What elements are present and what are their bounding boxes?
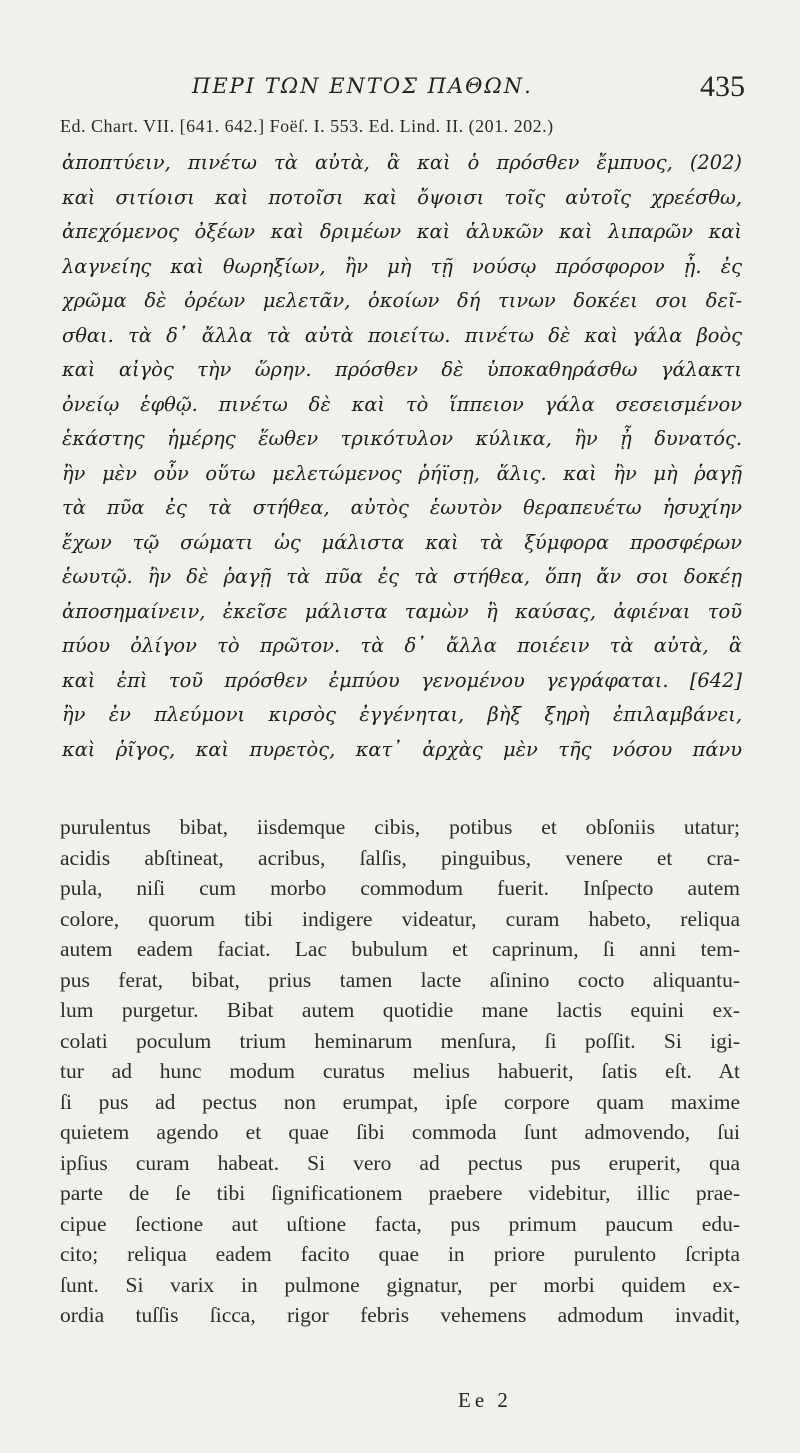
latin-line: autem eadem faciat. Lac bubulum et caprinum, ſi anni tem- — [60, 937, 740, 961]
latin-line: purulentus bibat, iisdemque cibis, potibus et obſoniis utatur; — [60, 815, 740, 839]
greek-line: ἢν μὲν οὖν οὕτω μελετώμενος ῥήϊσῃ, ἅλις. καὶ ἢν μὴ ῥαγῇ — [62, 461, 742, 485]
running-title: ΠΕΡΙ ΤΩΝ ΕΝΤΟΣ ΠΑΘΩΝ. — [192, 74, 533, 98]
greek-line: σθαι. τὰ δ᾽ ἄλλα τὰ αὐτὰ ποιείτω. πινέτω δὲ καὶ γάλα βοὸς — [62, 323, 742, 347]
greek-line: χρῶμα δὲ ὁρέων μελετᾶν, ὁκοίων δή τινων δοκέει σοι δεῖ- — [62, 289, 742, 312]
greek-line: λαγνείης καὶ θωρηξίων, ἢν μὴ τῇ νούσῳ πρόσφορον ᾖ. ἐς — [62, 254, 742, 278]
signature-mark: Ee 2 — [458, 1388, 512, 1412]
latin-line: quietem agendo et quae ſibi commoda ſunt admovendo, ſui — [60, 1120, 740, 1144]
greek-line: πύου ὀλίγον τὸ πρῶτον. τὰ δ᾽ ἄλλα ποιέειν τὰ αὐτὰ, ἃ — [62, 634, 742, 657]
latin-line: colati poculum trium heminarum menſura, ſi poſſit. Si igi- — [60, 1028, 740, 1053]
page-header — [60, 68, 745, 118]
page-number: 435 — [700, 70, 745, 103]
greek-line: ἔχων τῷ σώματι ὡς μάλιστα καὶ τὰ ξύμφορα προσφέρων — [62, 530, 742, 554]
greek-line: ἑκάστης ἡμέρης ἕωθεν τρικότυλον κύλικα, ἢν ᾖ δυνατός. — [62, 427, 742, 450]
latin-line: ſi pus ad pectus non erumpat, ipſe corpore quam maxime — [60, 1089, 740, 1114]
latin-line: pula, niſi cum morbo commodum fuerit. Inſpecto autem — [60, 876, 740, 900]
latin-line: ordia tuſſis ſicca, rigor febris vehemens admodum invadit, — [60, 1303, 740, 1327]
latin-line: ipſius curam habeat. Si vero ad pectus pus eruperit, qua — [60, 1150, 740, 1175]
latin-line: cipue ſectione aut uſtione facta, pus primum paucum edu- — [60, 1211, 740, 1236]
greek-text-block — [62, 146, 742, 767]
greek-line: τὰ πῦα ἐς τὰ στήθεα, αὐτὸς ἑωυτὸν θεραπευέτω ἡσυχίην — [62, 496, 742, 519]
latin-line: acidis abſtineat, acribus, ſalſis, pinguibus, venere et cra- — [60, 845, 740, 870]
latin-line: lum purgetur. Bibat autem quotidie mane lactis equini ex- — [60, 998, 740, 1022]
latin-text-block — [60, 812, 740, 1331]
latin-line: parte de ſe tibi ſignificationem praebere videbitur, illic prae- — [60, 1181, 740, 1205]
latin-line: cito; reliqua eadem facito quae in priore purulento ſcripta — [60, 1242, 740, 1266]
latin-line: pus ferat, bibat, prius tamen lacte aſinino cocto aliquantu- — [60, 967, 740, 992]
latin-line: ſunt. Si varix in pulmone gignatur, per morbi quidem ex- — [60, 1272, 740, 1297]
greek-line: ὀνείῳ ἑφθῷ. πινέτω δὲ καὶ τὸ ἵππειον γάλα σεσεισμένον — [62, 392, 742, 416]
greek-line: ἀποσημαίνειν, ἐκεῖσε μάλιστα ταμὼν ἢ καύσας, ἀφιέναι τοῦ — [62, 599, 742, 623]
greek-line: ἢν ἐν πλεύμονι κιρσὸς ἐγγένηται, βὴξ ξηρὴ ἐπιλαμβάνει, — [62, 703, 742, 726]
greek-line: καὶ σιτίοισι καὶ ποτοῖσι καὶ ὄψοισι τοῖς αὐτοῖς χρεέσθω, — [62, 185, 742, 209]
greek-line: καὶ ἐπὶ τοῦ πρόσθεν ἐμπύου γενομένου γεγράφαται. [642] — [62, 668, 742, 692]
greek-line: ἀποπτύειν, πινέτω τὰ αὐτὰ, ἃ καὶ ὁ πρόσθεν ἔμπυος, (202) — [62, 151, 742, 174]
greek-line: ἀπεχόμενος ὀξέων καὶ δριμέων καὶ ἁλυκῶν καὶ λιπαρῶν καὶ — [62, 220, 742, 243]
edition-references: Ed. Chart. VII. [641. 642.] Foëſ. I. 553. Ed. Lind. II. (201. 202.) — [60, 116, 554, 136]
greek-line: καὶ ῥῖγος, καὶ πυρετὸς, κατ᾽ ἀρχὰς μὲν τῆς νόσου πάνυ — [62, 737, 742, 761]
greek-line: καὶ αἰγὸς τὴν ὥρην. πρόσθεν δὲ ὑποκαθηράσθω γάλακτι — [62, 358, 742, 381]
latin-line: tur ad hunc modum curatus melius habuerit, ſatis eſt. At — [60, 1059, 740, 1083]
greek-line: ἑωυτῷ. ἢν δὲ ῥαγῇ τὰ πῦα ἐς τὰ στήθεα, ὅπη ἄν σοι δοκέῃ — [62, 565, 742, 588]
latin-line: colore, quorum tibi indigere videatur, curam habeto, reliqua — [60, 906, 740, 931]
